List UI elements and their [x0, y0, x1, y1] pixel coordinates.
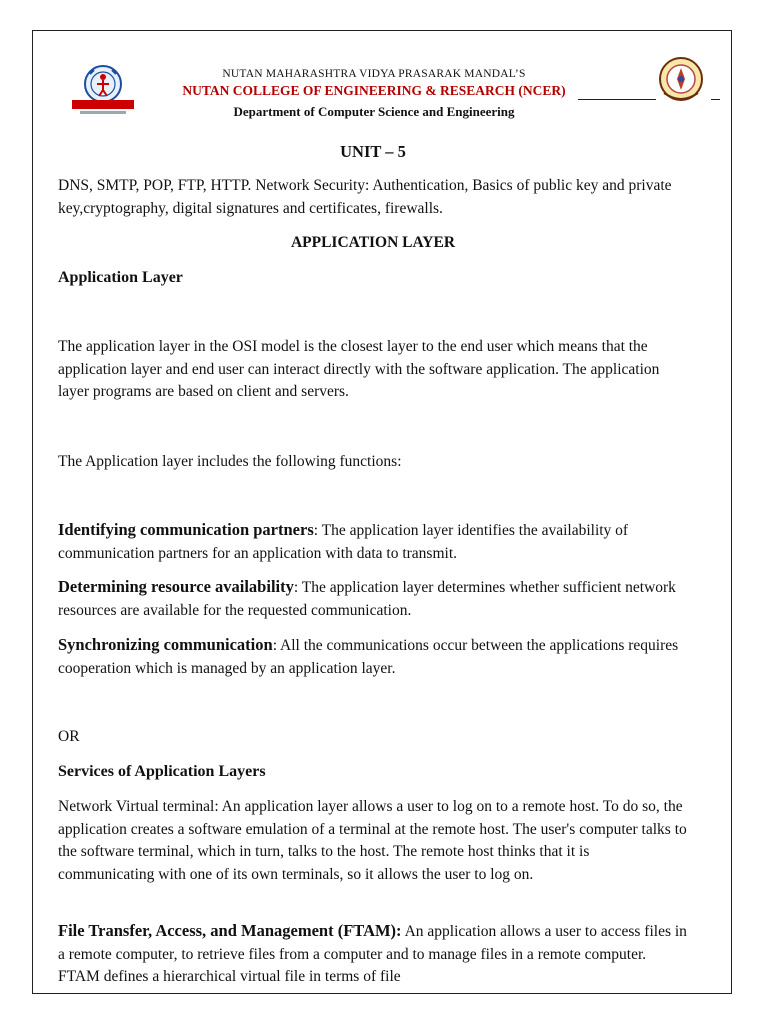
unit-title: UNIT – 5	[340, 142, 406, 161]
function-item	[58, 519, 688, 565]
functions-intro: The Application layer includes the following functions:	[58, 453, 402, 470]
function-text: : The application layer identifies the availability of communication partners for an application with data to transmit.	[58, 522, 629, 562]
function-term: Synchronizing communication	[58, 635, 273, 654]
function-term: Determining resource availability	[58, 577, 294, 596]
syllabus-text: DNS, SMTP, POP, FTP, HTTP. Network Security: Authentication, Basics of public key and private key,cryptography, digital signatures and certificates, firewalls.	[58, 177, 672, 217]
intro-paragraph: The application layer in the OSI model is the closest layer to the end user which means that the application layer and end user can interact directly with the software application. The application layer programs are based on client and servers.	[58, 338, 660, 400]
ftam-paragraph	[58, 920, 688, 989]
function-text: : All the communications occur between the applications requires cooperation which is managed by an application layer.	[58, 637, 679, 677]
header-divider-tail	[711, 99, 720, 100]
ftam-term: File Transfer, Access, and Management (FTAM):	[58, 921, 402, 940]
or-text: OR	[58, 728, 80, 745]
college-logo-left	[66, 62, 140, 118]
services-heading: Services of Application Layers	[58, 763, 266, 780]
society-name: NUTAN MAHARASHTRA VIDYA PRASARAK MANDAL’S	[222, 68, 526, 80]
function-text: : The application layer determines whether sufficient network resources are available for the requested communication.	[58, 579, 676, 619]
nvt-paragraph: Network Virtual terminal: An application layer allows a user to log on to a remote host. To do so, the application creates a software emulation of a terminal at the remote host. The user's computer talks to the software terminal, which in turn, talks to the host. The remote host thinks that it is communicating with one of its own terminals, so it allows the user to log on.	[58, 798, 687, 883]
logo-left-caption	[0, 0, 1, 1]
header-divider	[578, 99, 656, 100]
subheading-application-layer: Application Layer	[58, 269, 183, 286]
section-title: APPLICATION LAYER	[290, 234, 456, 251]
ftam-text: An application allows a user to access files in a remote computer, to retrieve files from a computer and to manage files in a remote computer. FTAM defines a hierarchical virtual file in terms of file	[58, 923, 687, 985]
college-name: NUTAN COLLEGE OF ENGINEERING & RESEARCH (NCER)	[182, 83, 566, 98]
function-term: Identifying communication partners	[58, 520, 314, 539]
college-logo-right	[654, 55, 708, 105]
function-item	[58, 634, 688, 680]
department-name: Department of Computer Science and Engineering	[233, 104, 515, 119]
function-item	[58, 576, 688, 622]
